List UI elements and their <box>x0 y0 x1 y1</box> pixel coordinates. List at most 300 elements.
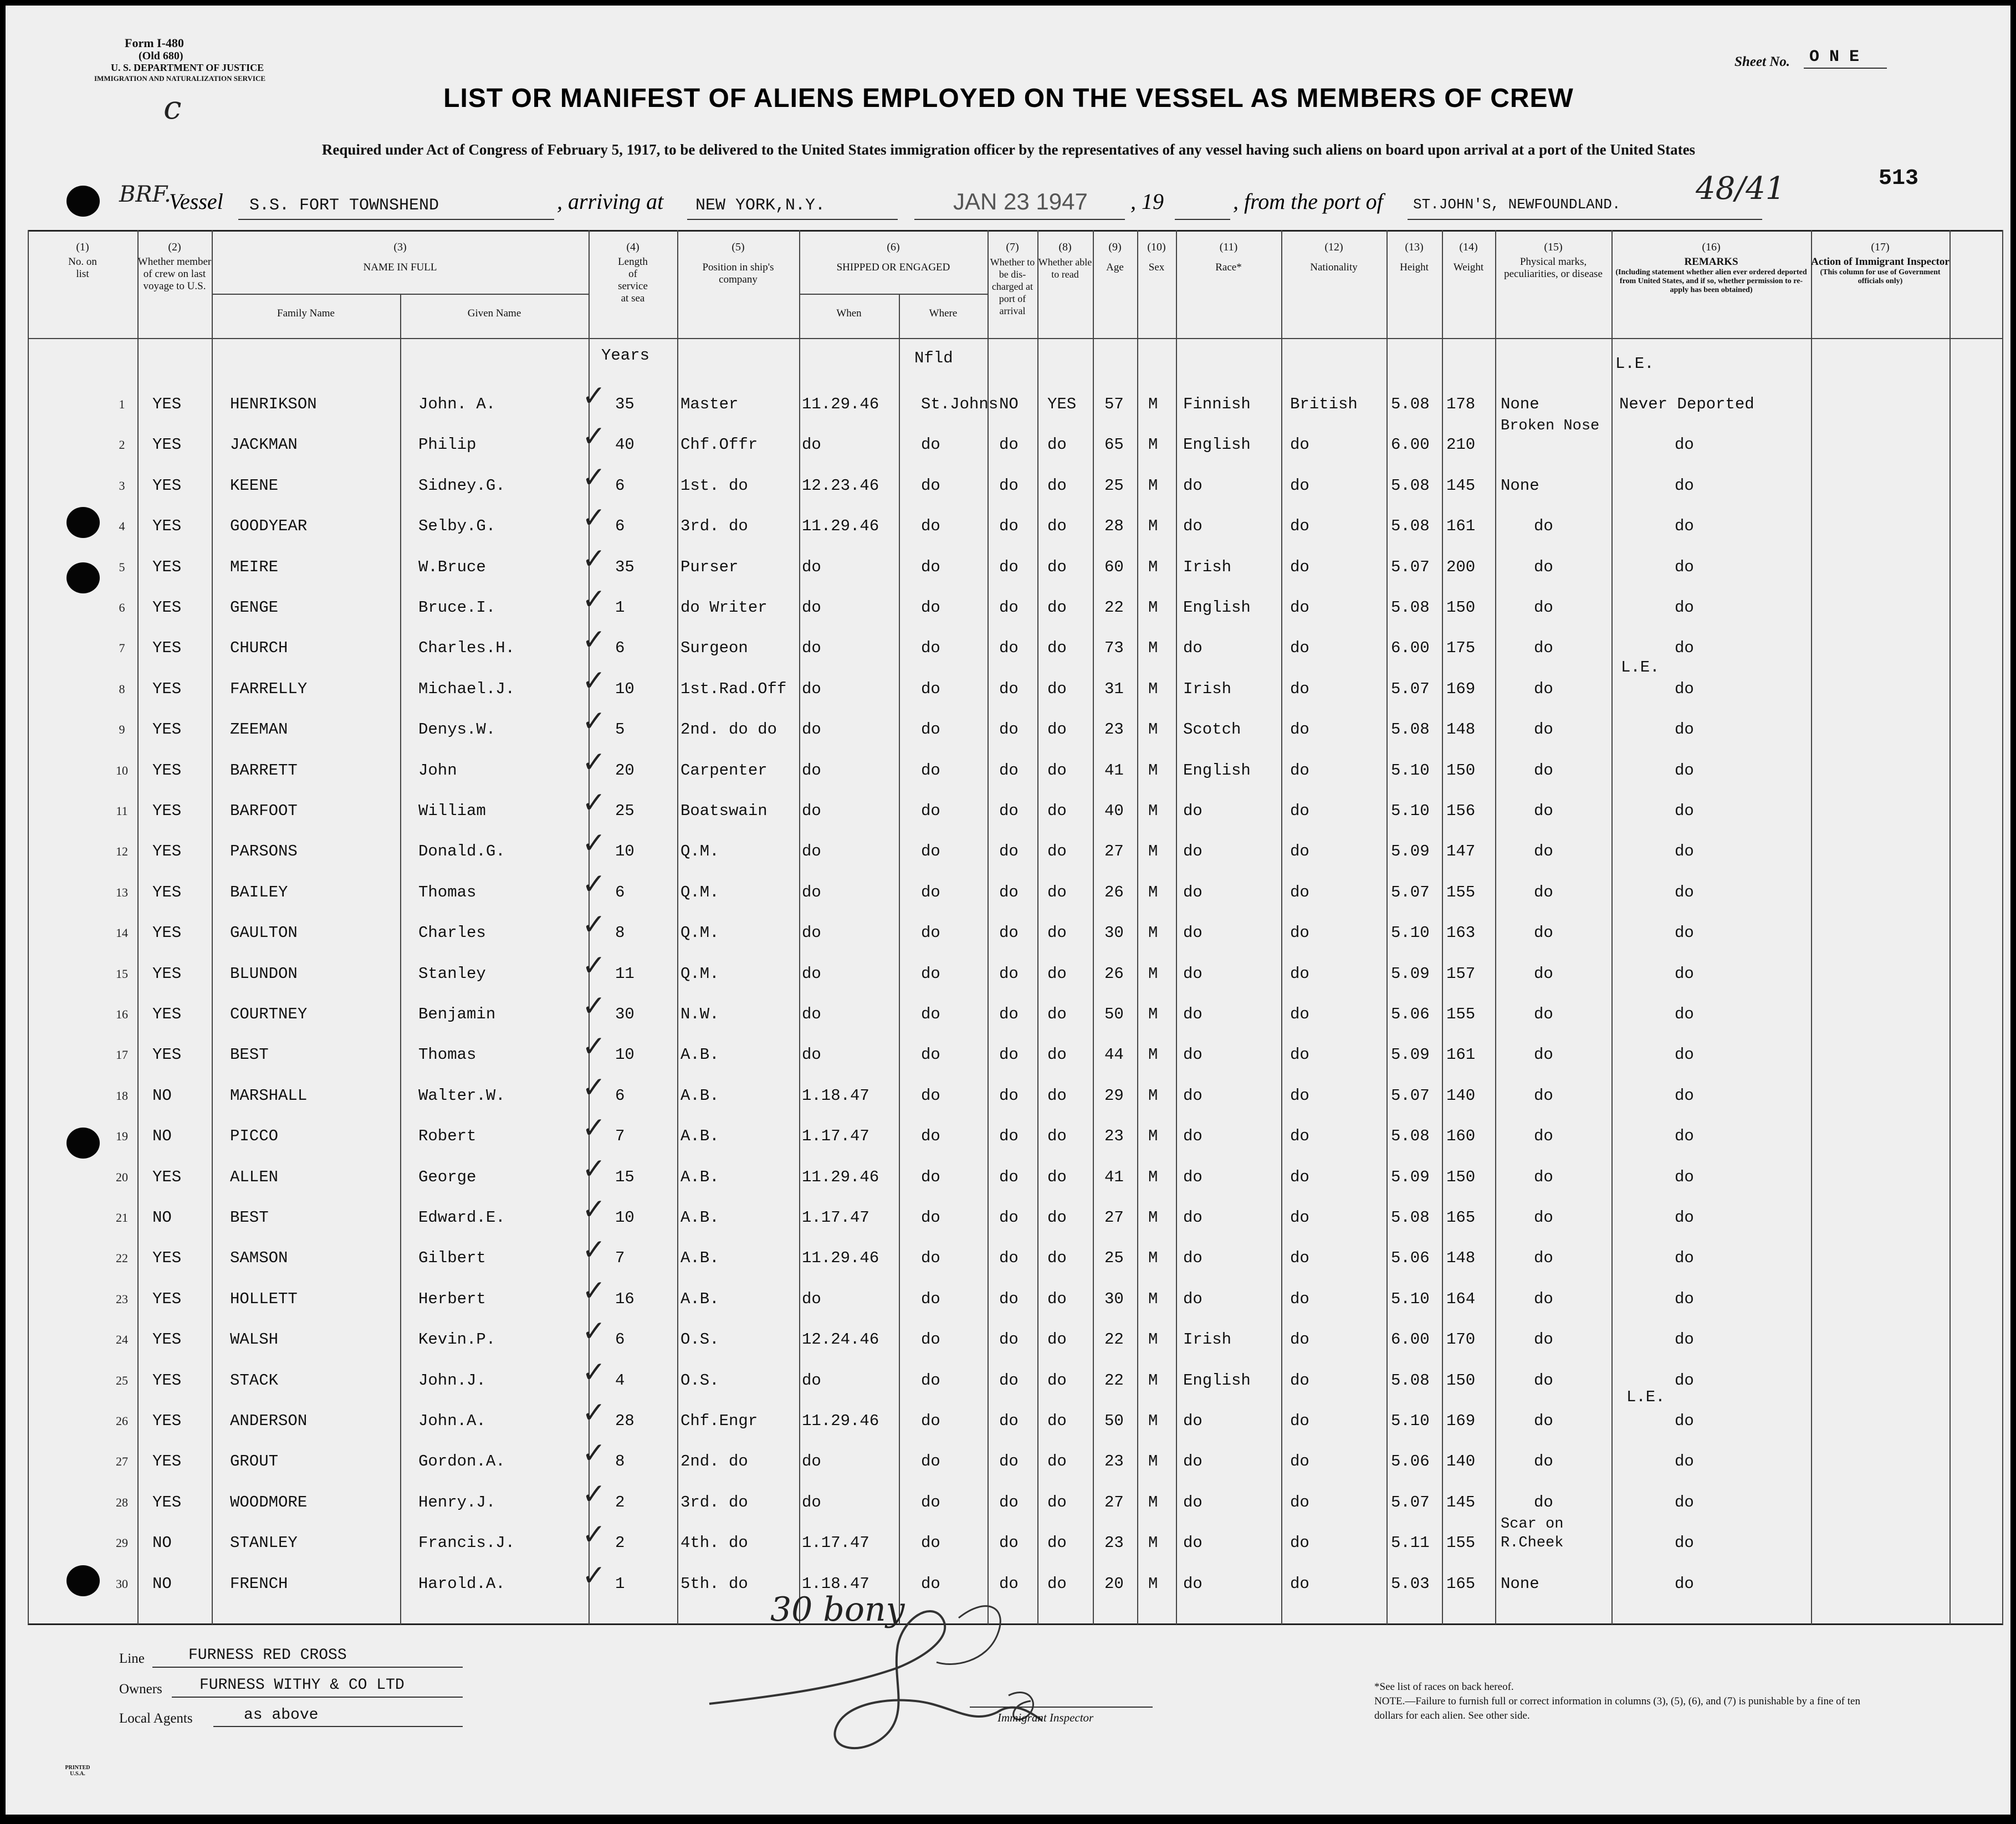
height-cell: 5.10 <box>1391 1289 1430 1308</box>
check-mark-icon: ✓ <box>582 1315 606 1349</box>
position-cell: O.S. <box>680 1330 719 1349</box>
row-number: 9 <box>119 723 125 737</box>
given-name-cell: Herbert <box>418 1289 486 1308</box>
nationality-cell: do <box>1290 1371 1309 1390</box>
sex-cell: M <box>1148 720 1158 739</box>
when-cell: 11.29.46 <box>802 1167 879 1186</box>
column-border <box>1611 230 1613 1625</box>
weight-cell: 150 <box>1446 1167 1476 1186</box>
nationality-cell: do <box>1290 1574 1309 1593</box>
check-mark-icon: ✓ <box>582 623 606 657</box>
where-cell: do <box>921 598 940 617</box>
prev-voyage-cell: YES <box>152 598 182 617</box>
when-cell: 11.29.46 <box>802 1249 879 1268</box>
read-cell: do <box>1047 1046 1067 1064</box>
years-cell: 40 <box>615 435 635 454</box>
nationality-cell: do <box>1290 1249 1309 1268</box>
nationality-cell: do <box>1290 1208 1309 1227</box>
discharged-cell: NO <box>999 395 1019 413</box>
position-cell: 3rd. do <box>680 517 748 536</box>
column-border <box>400 294 401 1625</box>
prev-voyage-cell: YES <box>152 1167 182 1186</box>
physical-marks-cell: do <box>1534 1493 1553 1512</box>
prev-voyage-cell: YES <box>152 1371 182 1390</box>
discharged-cell: do <box>999 1534 1019 1553</box>
race-cell: do <box>1183 964 1203 983</box>
read-cell: do <box>1047 1167 1067 1186</box>
row-number: 6 <box>119 601 125 614</box>
header-age: (9) Age <box>1106 241 1124 273</box>
when-cell: 11.29.46 <box>802 517 879 536</box>
weight-cell: 170 <box>1446 1330 1476 1349</box>
position-cell: 1st.Rad.Off <box>680 679 787 698</box>
when-cell: 1.18.47 <box>802 1574 869 1593</box>
nationality-cell: do <box>1290 964 1309 983</box>
read-cell: do <box>1047 1371 1067 1390</box>
sex-cell: M <box>1148 1208 1158 1227</box>
race-cell: do <box>1183 1574 1203 1593</box>
family-name-cell: FARRELLY <box>230 679 308 698</box>
sex-cell: M <box>1148 883 1158 901</box>
le-note: L.E. <box>1626 1388 1665 1406</box>
shipped-subheader-line <box>799 294 987 295</box>
race-cell: do <box>1183 1289 1203 1308</box>
sex-cell: M <box>1148 1167 1158 1186</box>
when-cell: do <box>802 842 821 861</box>
read-cell: do <box>1047 1005 1067 1023</box>
physical-marks-cell: do <box>1534 1289 1553 1308</box>
race-cell: do <box>1183 1005 1203 1023</box>
inspector-signature <box>698 1585 1097 1767</box>
punch-hole <box>66 1565 100 1596</box>
physical-marks-cell: do <box>1534 1086 1553 1105</box>
header-sex: (10) Sex <box>1147 241 1166 273</box>
read-cell: do <box>1047 883 1067 901</box>
row-number: 28 <box>116 1495 128 1509</box>
discharged-cell: do <box>999 476 1019 495</box>
physical-marks-cell: Broken Nose <box>1501 418 1600 435</box>
remarks-cell: do <box>1675 639 1694 658</box>
given-name-cell: W.Bruce <box>418 557 486 576</box>
age-cell: 23 <box>1104 1127 1124 1146</box>
sex-cell: M <box>1148 924 1158 942</box>
header-shipped-or-engaged: (6) SHIPPED OR ENGAGED <box>836 241 950 273</box>
where-cell: do <box>921 1534 940 1553</box>
years-cell: 6 <box>615 639 625 658</box>
race-cell: do <box>1183 1086 1203 1105</box>
row-number: 21 <box>116 1211 128 1224</box>
height-cell: 5.10 <box>1391 1412 1430 1430</box>
years-cell: 30 <box>615 1005 635 1023</box>
race-cell: Irish <box>1183 557 1232 576</box>
check-mark-icon: ✓ <box>582 786 606 819</box>
header-position: (5) Position in ship's company <box>702 241 774 285</box>
form-old-number: (Old 680) <box>139 50 183 62</box>
handwritten-annotation: 48/41 <box>1696 171 1785 207</box>
position-cell: 5th. do <box>680 1574 748 1593</box>
column-border <box>1386 230 1388 1625</box>
when-cell: do <box>802 1005 821 1023</box>
nationality-cell: do <box>1290 1046 1309 1064</box>
row-number: 12 <box>116 844 128 859</box>
sex-cell: M <box>1148 842 1158 861</box>
family-name-cell: COURTNEY <box>230 1005 308 1023</box>
header-bottom-border <box>28 338 2003 339</box>
header-given-name: Given Name <box>467 308 521 319</box>
page-number: 513 <box>1879 166 1919 191</box>
check-mark-icon: ✓ <box>582 1274 606 1308</box>
discharged-cell: do <box>999 639 1019 658</box>
header-physical-marks: (15) Physical marks, peculiarities, or disease <box>1504 241 1603 280</box>
sex-cell: M <box>1148 435 1158 454</box>
weight-cell: 169 <box>1446 1412 1476 1430</box>
position-cell: 4th. do <box>680 1534 748 1553</box>
check-mark-icon: ✓ <box>582 420 606 454</box>
position-cell: Master <box>680 395 739 413</box>
nationality-cell: do <box>1290 1412 1309 1430</box>
sex-cell: M <box>1148 1493 1158 1512</box>
race-cell: do <box>1183 476 1203 495</box>
header-inspector-action: (17) Action of Immigrant Inspector (This column for use of Government officials only) <box>1811 241 1950 285</box>
years-cell: 20 <box>615 761 635 780</box>
column-border <box>1495 230 1496 1625</box>
discharged-cell: do <box>999 557 1019 576</box>
when-cell: do <box>802 1452 821 1471</box>
row-number: 17 <box>116 1048 128 1062</box>
column-border <box>1281 230 1282 1625</box>
nationality-cell: do <box>1290 924 1309 942</box>
weight-cell: 160 <box>1446 1127 1476 1146</box>
read-cell: do <box>1047 720 1067 739</box>
age-cell: 23 <box>1104 720 1124 739</box>
position-cell: Q.M. <box>680 883 719 901</box>
height-cell: 5.07 <box>1391 1086 1430 1105</box>
document-title: LIST OR MANIFEST OF ALIENS EMPLOYED ON THE VESSEL AS MEMBERS OF CREW <box>443 84 1574 113</box>
column-border <box>1093 230 1094 1625</box>
race-cell: do <box>1183 883 1203 901</box>
read-cell: YES <box>1047 395 1077 413</box>
height-cell: 5.08 <box>1391 517 1430 536</box>
remarks-cell: do <box>1675 1046 1694 1064</box>
years-cell: 8 <box>615 924 625 942</box>
sex-cell: M <box>1148 1330 1158 1349</box>
discharged-cell: do <box>999 761 1019 780</box>
discharged-cell: do <box>999 1127 1019 1146</box>
race-cell: do <box>1183 1208 1203 1227</box>
nationality-cell: do <box>1290 1452 1309 1471</box>
document-subtitle: Required under Act of Congress of February 5, 1917, to be delivered to the United States immigration officer by the representatives of any vessel having such aliens on board upon arrival at a port of the United States <box>321 141 1696 158</box>
years-cell: 2 <box>615 1534 625 1553</box>
where-cell: do <box>921 557 940 576</box>
years-cell: 6 <box>615 1330 625 1349</box>
line-underline <box>152 1667 463 1668</box>
nfld-note: Nfld <box>914 349 953 367</box>
weight-cell: 145 <box>1446 476 1476 495</box>
height-cell: 5.09 <box>1391 842 1430 861</box>
given-name-cell: Donald.G. <box>418 842 505 861</box>
when-cell: do <box>802 802 821 820</box>
nationality-cell: do <box>1290 1086 1309 1105</box>
family-name-cell: GENGE <box>230 598 279 617</box>
column-border <box>677 230 678 1625</box>
years-cell: 35 <box>615 557 635 576</box>
height-cell: 5.06 <box>1391 1452 1430 1471</box>
years-cell: 15 <box>615 1167 635 1186</box>
years-cell: 6 <box>615 476 625 495</box>
punch-hole <box>66 562 100 593</box>
age-cell: 27 <box>1104 1493 1124 1512</box>
when-cell: 12.24.46 <box>802 1330 879 1349</box>
race-cell: Irish <box>1183 1330 1232 1349</box>
family-name-cell: MARSHALL <box>230 1086 308 1105</box>
weight-cell: 150 <box>1446 598 1476 617</box>
position-cell: A.B. <box>680 1167 719 1186</box>
arriving-underline <box>687 219 898 220</box>
row-number: 5 <box>119 560 125 574</box>
read-cell: do <box>1047 1574 1067 1593</box>
physical-marks-cell: do <box>1534 598 1553 617</box>
weight-cell: 156 <box>1446 802 1476 820</box>
age-cell: 57 <box>1104 395 1124 413</box>
where-cell: do <box>921 476 940 495</box>
weight-cell: 165 <box>1446 1208 1476 1227</box>
years-cell: 6 <box>615 883 625 901</box>
prev-voyage-cell: YES <box>152 842 182 861</box>
header-length-of-service: (4) Length of service at sea <box>618 241 648 304</box>
where-cell: do <box>921 1371 940 1390</box>
check-mark-icon: ✓ <box>582 1233 606 1267</box>
where-cell: do <box>921 802 940 820</box>
where-cell: do <box>921 1249 940 1268</box>
years-note: Years <box>601 346 650 365</box>
age-cell: 44 <box>1104 1046 1124 1064</box>
race-cell: do <box>1183 1167 1203 1186</box>
where-cell: do <box>921 720 940 739</box>
family-name-cell: BEST <box>230 1046 269 1064</box>
height-cell: 5.07 <box>1391 883 1430 901</box>
discharged-cell: do <box>999 1167 1019 1186</box>
family-name-cell: JACKMAN <box>230 435 298 454</box>
position-cell: Carpenter <box>680 761 767 780</box>
row-number: 2 <box>119 438 125 452</box>
from-port: ST.JOHN'S, NEWFOUNDLAND. <box>1413 196 1621 213</box>
header-name-in-full: (3) NAME IN FULL <box>363 241 437 273</box>
where-cell: do <box>921 964 940 983</box>
prev-voyage-cell: NO <box>152 1208 172 1227</box>
weight-cell: 210 <box>1446 435 1476 454</box>
position-cell: A.B. <box>680 1046 719 1064</box>
sex-cell: M <box>1148 1046 1158 1064</box>
years-cell: 35 <box>615 395 635 413</box>
position-cell: A.B. <box>680 1289 719 1308</box>
race-cell: do <box>1183 1046 1203 1064</box>
family-name-cell: PICCO <box>230 1127 279 1146</box>
race-cell: do <box>1183 517 1203 536</box>
sex-cell: M <box>1148 1249 1158 1268</box>
sex-cell: M <box>1148 964 1158 983</box>
header-weight: (14) Weight <box>1453 241 1484 273</box>
physical-marks-cell: do <box>1534 557 1553 576</box>
row-number: 7 <box>119 641 125 655</box>
physical-marks-cell: do <box>1534 1249 1553 1268</box>
race-cell: do <box>1183 1452 1203 1471</box>
age-cell: 50 <box>1104 1005 1124 1023</box>
prev-voyage-cell: YES <box>152 1330 182 1349</box>
when-cell: do <box>802 1046 821 1064</box>
given-name-cell: John.A. <box>418 1412 486 1430</box>
nationality-cell: do <box>1290 1330 1309 1349</box>
age-cell: 22 <box>1104 598 1124 617</box>
nationality-cell: do <box>1290 720 1309 739</box>
punch-hole <box>66 1128 100 1159</box>
check-mark-icon: ✓ <box>582 380 606 413</box>
table-top-border <box>28 230 2003 232</box>
weight-cell: 148 <box>1446 1249 1476 1268</box>
age-cell: 73 <box>1104 639 1124 658</box>
remarks-cell: do <box>1675 1249 1694 1268</box>
check-mark-icon: ✓ <box>582 1477 606 1511</box>
prev-voyage-cell: YES <box>152 802 182 820</box>
height-cell: 5.09 <box>1391 964 1430 983</box>
weight-cell: 161 <box>1446 517 1476 536</box>
given-name-cell: Charles.H. <box>418 639 515 658</box>
punch-hole <box>66 186 100 217</box>
check-mark-icon: ✓ <box>582 1111 606 1145</box>
agents-underline <box>213 1726 463 1727</box>
physical-marks-cell: do <box>1534 1005 1553 1023</box>
prev-voyage-cell: NO <box>152 1534 172 1553</box>
years-cell: 7 <box>615 1127 625 1146</box>
family-name-cell: BAILEY <box>230 883 288 901</box>
date-underline <box>914 219 1125 220</box>
remarks-cell: do <box>1675 476 1694 495</box>
family-name-cell: SAMSON <box>230 1249 288 1268</box>
row-number: 10 <box>116 763 128 777</box>
physical-marks-cell: do <box>1534 883 1553 901</box>
from-port-label: , from the port of <box>1233 189 1383 214</box>
when-cell: do <box>802 964 821 983</box>
where-cell: do <box>921 1493 940 1512</box>
when-cell: 1.17.47 <box>802 1127 869 1146</box>
family-name-cell: BARRETT <box>230 761 298 780</box>
race-cell: do <box>1183 1412 1203 1430</box>
race-cell: Scotch <box>1183 720 1241 739</box>
column-border <box>212 230 213 1625</box>
check-mark-icon: ✓ <box>582 501 606 535</box>
family-name-cell: BLUNDON <box>230 964 298 983</box>
check-mark-icon: ✓ <box>582 542 606 576</box>
column-border <box>1037 230 1038 1625</box>
physical-marks-cell: do <box>1534 964 1553 983</box>
prev-voyage-cell: YES <box>152 679 182 698</box>
vessel-name-underline <box>238 219 554 220</box>
read-cell: do <box>1047 924 1067 942</box>
height-cell: 5.08 <box>1391 395 1430 413</box>
where-cell: do <box>921 639 940 658</box>
given-name-cell: Selby.G. <box>418 517 496 536</box>
le-note: L.E. <box>1615 355 1654 373</box>
family-name-cell: KEENE <box>230 476 279 495</box>
read-cell: do <box>1047 557 1067 576</box>
check-mark-icon: ✓ <box>582 1355 606 1389</box>
check-mark-icon: ✓ <box>582 664 606 698</box>
remarks-cell: do <box>1675 1452 1694 1471</box>
when-cell: do <box>802 720 821 739</box>
age-cell: 27 <box>1104 1208 1124 1227</box>
when-cell: 1.17.47 <box>802 1208 869 1227</box>
remarks-cell: do <box>1675 761 1694 780</box>
sex-cell: M <box>1148 1534 1158 1553</box>
remarks-cell: do <box>1675 1574 1694 1593</box>
age-cell: 50 <box>1104 1412 1124 1430</box>
read-cell: do <box>1047 1330 1067 1349</box>
remarks-cell: do <box>1675 883 1694 901</box>
sex-cell: M <box>1148 1412 1158 1430</box>
read-cell: do <box>1047 1289 1067 1308</box>
age-cell: 22 <box>1104 1371 1124 1390</box>
years-cell: 10 <box>615 842 635 861</box>
physical-marks-cell: None <box>1501 476 1539 495</box>
physical-marks-cell: do <box>1534 679 1553 698</box>
height-cell: 5.08 <box>1391 598 1430 617</box>
check-mark-icon: ✓ <box>582 745 606 779</box>
race-cell: do <box>1183 1534 1203 1553</box>
where-cell: do <box>921 1086 940 1105</box>
years-cell: 16 <box>615 1289 635 1308</box>
sex-cell: M <box>1148 1289 1158 1308</box>
check-mark-icon: ✓ <box>582 583 606 616</box>
when-cell: do <box>802 679 821 698</box>
nationality-cell: do <box>1290 1167 1309 1186</box>
given-name-cell: William <box>418 802 486 820</box>
physical-marks-cell: do <box>1534 1330 1553 1349</box>
header-when: When <box>836 308 862 319</box>
nationality-cell: do <box>1290 598 1309 617</box>
le-note: L.E. <box>1621 658 1660 677</box>
given-name-cell: Bruce.I. <box>418 598 496 617</box>
position-cell: Chf.Engr <box>680 1412 758 1430</box>
nationality-cell: do <box>1290 1493 1309 1512</box>
given-name-cell: Charles <box>418 924 486 942</box>
age-cell: 23 <box>1104 1452 1124 1471</box>
position-cell: N.W. <box>680 1005 719 1023</box>
discharged-cell: do <box>999 1086 1019 1105</box>
position-cell: Q.M. <box>680 924 719 942</box>
nationality-cell: do <box>1290 557 1309 576</box>
read-cell: do <box>1047 639 1067 658</box>
discharged-cell: do <box>999 1452 1019 1471</box>
given-name-cell: Gordon.A. <box>418 1452 505 1471</box>
sheet-no-underline <box>1804 68 1887 69</box>
height-cell: 5.10 <box>1391 802 1430 820</box>
weight-cell: 161 <box>1446 1046 1476 1064</box>
years-cell: 5 <box>615 720 625 739</box>
where-cell: do <box>921 1127 940 1146</box>
family-name-cell: STACK <box>230 1371 279 1390</box>
sex-cell: M <box>1148 802 1158 820</box>
read-cell: do <box>1047 679 1067 698</box>
given-name-cell: Benjamin <box>418 1005 496 1023</box>
remarks-cell: do <box>1675 720 1694 739</box>
check-mark-icon: ✓ <box>582 908 606 942</box>
years-cell: 4 <box>615 1371 625 1390</box>
vessel-name: S.S. FORT TOWNSHEND <box>249 196 439 215</box>
remarks-cell: do <box>1675 1371 1694 1390</box>
row-number: 26 <box>116 1414 128 1428</box>
read-cell: do <box>1047 1127 1067 1146</box>
race-cell: English <box>1183 435 1251 454</box>
age-cell: 60 <box>1104 557 1124 576</box>
